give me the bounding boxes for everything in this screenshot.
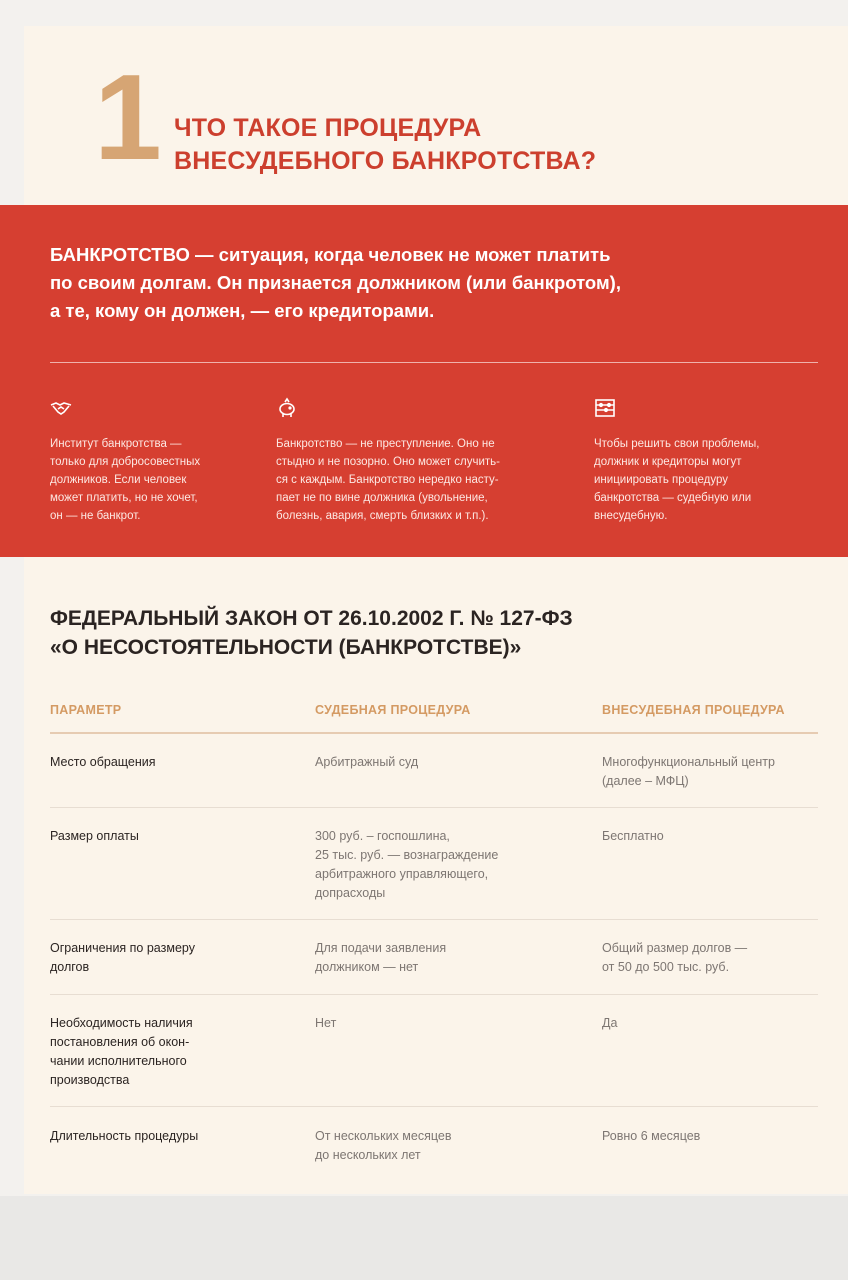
divider	[50, 362, 818, 363]
table-cell-param: Размер оплаты	[50, 829, 139, 843]
bottom-margin	[0, 1196, 848, 1280]
section-title: ЧТО ТАКОЕ ПРОЦЕДУРА ВНЕСУДЕБНОГО БАНКРОТСТВА?	[174, 114, 597, 175]
table-row-divider	[50, 919, 818, 920]
table-cell-judicial: Для подачи заявления должником — нет	[315, 941, 447, 974]
table-cell-extrajudicial: Ровно 6 месяцев	[602, 1129, 701, 1143]
table-cell-param: Длительность процедуры	[50, 1129, 199, 1143]
definition-band	[0, 205, 848, 557]
info-text-1: Институт банкротства — только для добросовестных должников. Если человек может платить, но не хочет, он — не банкрот.	[50, 438, 201, 522]
law-title: ФЕДЕРАЛЬНЫЙ ЗАКОН ОТ 26.10.2002 Г. № 127-ФЗ «О НЕСОСТОЯТЕЛЬНОСТИ (БАНКРОТСТВЕ)»	[50, 607, 573, 659]
table-row-divider	[50, 1106, 818, 1107]
bankruptcy-definition: БАНКРОТСТВО — ситуация, когда человек не может платить по своим долгам. Он признается должником (или банкротом), а те, кому он должен, — его кредиторами.	[50, 244, 621, 321]
handshake-icon	[50, 397, 72, 419]
table-cell-extrajudicial: Да	[602, 1016, 618, 1030]
table-cell-extrajudicial: Многофункциональный центр (далее – МФЦ)	[602, 755, 775, 788]
table-row-divider	[50, 994, 818, 995]
table-cell-judicial: Нет	[315, 1016, 337, 1030]
info-text-3: Чтобы решить свои проблемы, должник и кредиторы могут инициировать процедуру банкротства — судебную или внесудебную.	[594, 438, 760, 522]
info-column-1	[50, 397, 250, 525]
table-cell-extrajudicial: Бесплатно	[602, 829, 664, 843]
table-row-divider	[50, 807, 818, 808]
table-cell-extrajudicial: Общий размер долгов — от 50 до 500 тыс. руб.	[602, 941, 748, 974]
info-column-2	[276, 397, 556, 525]
table-header-parameter: ПАРАМЕТР	[50, 703, 122, 717]
table-cell-judicial: 300 руб. – госпошлина, 25 тыс. руб. — вознаграждение арбитражного управляющего, допрасходы	[315, 829, 499, 900]
info-text-2: Банкротство — не преступление. Оно не стыдно и не позорно. Оно может случить- ся с каждым. Банкротство нередко насту- пает не по вине должника (увольнение, болезнь, авария, смерть близких и т.п.).	[276, 438, 501, 522]
table-cell-param: Место обращения	[50, 755, 156, 769]
info-column-3	[594, 397, 824, 525]
abacus-icon	[594, 397, 616, 419]
table-cell-judicial: От нескольких месяцев до нескольких лет	[315, 1129, 452, 1162]
table-cell-param: Необходимость наличия постановления об окон- чании исполнительного производства	[50, 1016, 193, 1087]
table-cell-param: Ограничения по размеру долгов	[50, 941, 195, 974]
table-cell-judicial: Арбитражный суд	[315, 755, 419, 769]
table-header-rule	[50, 732, 818, 734]
section-number: 1	[94, 49, 162, 185]
table-header-judicial: СУДЕБНАЯ ПРОЦЕДУРА	[315, 703, 471, 717]
piggy-bank-icon	[276, 397, 298, 419]
table-header-extrajudicial: ВНЕСУДЕБНАЯ ПРОЦЕДУРА	[602, 703, 785, 717]
